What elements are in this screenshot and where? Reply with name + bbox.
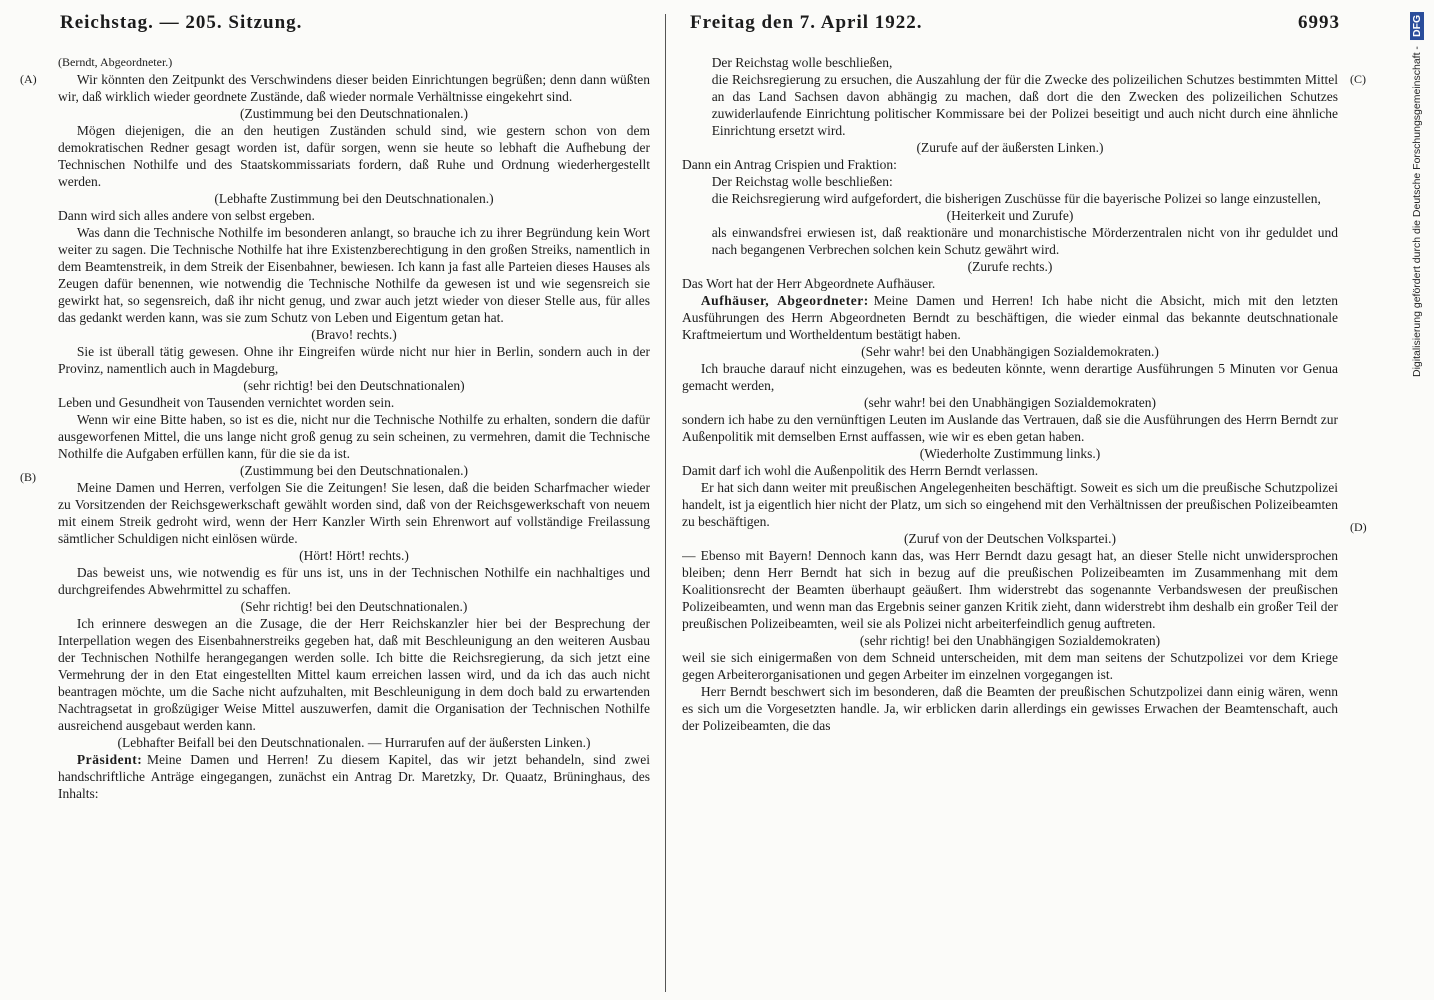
speech-paragraph [58, 615, 650, 734]
speech-paragraph [682, 649, 1338, 683]
margin-marker-b: (B) [20, 470, 36, 484]
paragraph-text: Sie ist überall tätig gewesen. Ohne ihr Eingreifen würde nicht nur hier in Berlin, sondern auch in der Provinz, namentlich auch in Magdeburg, [58, 344, 650, 376]
paragraph-text: (Berndt, Abgeordneter.) [58, 55, 173, 69]
paragraph-text: (Sehr wahr! bei den Unabhängigen Sozialdemokraten.) [861, 344, 1159, 359]
interjection [682, 207, 1338, 224]
paragraph-text: die Reichsregierung zu ersuchen, die Auszahlung der für die Zwecke des polizeilichen Schutzes bestimmten Mittel an das Land Sachsen davon abhängig zu machen, daß dort die den Zwecken des polizeilichen Schutzes zuwiderlaufende Einrichtung politischer Kommissare bei der Polizei beseitigt und auch nicht durch eine ähnliche Einrichtung ersetzt wird. [711, 72, 1338, 138]
interjection [682, 530, 1338, 547]
paragraph-text: Ich brauche darauf nicht einzugehen, was es bedeuten könnte, wenn derartige Ausführungen 5 Minuten vor Genua gemacht werden, [682, 361, 1338, 393]
paragraph-text: (Zurufe rechts.) [967, 259, 1053, 274]
paragraph-text: Der Reichstag wolle beschließen, [711, 55, 893, 70]
paragraph-text: (Lebhafte Zustimmung bei den Deutschnationalen.) [214, 191, 494, 206]
paragraph-text: Damit darf ich wohl die Außenpolitik des Herrn Berndt verlassen. [682, 463, 1039, 478]
paragraph-text: Wir könnten den Zeitpunkt des Verschwindens dieser beiden Einrichtungen begrüßen; denn dann wüßten wir, daß wirklich wieder geordnete Zustände, daß wieder normale Verhältnisse eingekehrt sind. [58, 72, 650, 104]
speech-paragraph [58, 411, 650, 462]
paragraph-text: (Heiterkeit und Zurufe) [946, 208, 1074, 223]
speech-paragraph [58, 224, 650, 326]
motion-text [682, 224, 1338, 258]
paragraph-text: (Zustimmung bei den Deutschnationalen.) [240, 463, 468, 478]
interjection [58, 547, 650, 564]
paragraph-text: weil sie sich einigermaßen von dem Schneid unterscheiden, mit dem man seitens der Schutzpolizei vor dem Kriege gegen Arbeiterorganisationen und gegen Arbeiter im einzelnen vorgegangen ist. [682, 650, 1338, 682]
paragraph-text: Das Wort hat der Herr Abgeordnete Aufhäuser. [682, 276, 936, 291]
speaker-name: Präsident: [76, 752, 143, 767]
page-header [40, 12, 1340, 44]
paragraph-text: Ich erinnere deswegen an die Zusage, die der Herr Reichskanzler hier bei der Besprechung der Interpellation wegen des Eisenbahnerstreiks gegeben hat, daß mit Beschleunigung an den weiteren Ausbau der Technischen Nothilfe herangegangen werden solle. Ich bitte die Reichsregierung, da sich jetzt eine Vermehrung der in den Etat eingestellten Mittel kaum erreichen lassen wird, und da ich das auch nicht beantragen möchte, um die Sache nicht aufzuhalten, mit Beschleunigung in dem doch bald zu erwartenden Nachtragsetat in großzügiger Weise Mittel auszuwerfen, damit die Organisation der Technischen Nothilfe ausreichend ausgebaut werden kann. [58, 616, 650, 733]
motion-text [682, 71, 1338, 139]
right-column [682, 54, 1338, 992]
paragraph-text: Er hat sich dann weiter mit preußischen Angelegenheiten beschäftigt. Soweit es sich um die preußische Schutzpolizei handelt, ist ja eigentlich hier nicht der Platz, um sich so eingehend mit den Verhältnissen der preußischen Polizeibeamten zu beschäftigen. [682, 480, 1338, 529]
speech-paragraph [58, 122, 650, 190]
paragraph-text: (Sehr richtig! bei den Deutschnationalen.) [240, 599, 468, 614]
interjection [58, 326, 650, 343]
paragraph-text: (sehr wahr! bei den Unabhängigen Sozialdemokraten) [863, 395, 1157, 410]
paragraph-text: (Bravo! rechts.) [311, 327, 397, 342]
interjection [682, 445, 1338, 462]
motion-text [682, 190, 1338, 207]
speech-paragraph [58, 71, 650, 105]
interjection [682, 632, 1338, 649]
paragraph-text: Meine Damen und Herren, verfolgen Sie die Zeitungen! Sie lesen, daß die beiden Scharfmacher wieder zu Vorsitzenden der Reichsgewerkschaft gewählt worden sind, daß von der Reichsgewerkschaft von neuem mit einem Streik gedroht wird, wenn der Herr Kanzler Wirth sein Ehrenwort auf vollständige Freilassung sämtlicher Schuldigen nicht einlösen würde. [58, 480, 650, 546]
paragraph-text: (Zuruf von der Deutschen Volkspartei.) [903, 531, 1117, 546]
paragraph-text: Wenn wir eine Bitte haben, so ist es die, nicht nur die Technische Nothilfe zu erhalten, sondern die dafür ausgeworfenen Mittel, die uns lange nicht groß genug zu sein scheinen, zu vermehren, damit die Technische Nothilfe die Aufgaben erfüllen kann, für die sie da ist. [58, 412, 650, 461]
paragraph-text: Was dann die Technische Nothilfe im besonderen anlangt, so brauche ich zu ihrer Begründung kein Wort weiter zu sagen. Die Technische Nothilfe hat ihre Existenzberechtigung in den großen Streiks, namentlich in dem Beamtenstreik, in dem Streik der Eisenbahner, bewiesen. Ich kann ja fast alle Parteien dieses Hauses als Zeugen dafür benennen, wie notwendig die Technische Nothilfe da gewesen ist und wie segensreich sie gewirkt hat, so segensreich, daß ihr nicht genug, und zwar auch jetzt wieder von dieser Stelle aus, für alles das gedankt werden kann, was sie zum Schutz von Leben und Eigentum getan hat. [58, 225, 650, 325]
speech-paragraph [682, 479, 1338, 530]
speech-paragraph [58, 479, 650, 547]
watermark-text: Digitalisierung gefördert durch die Deutsche Forschungsgemeinschaft - [1411, 43, 1423, 378]
interjection [682, 139, 1338, 156]
session-date: Freitag den 7. April 1922. [690, 12, 923, 33]
interjection [682, 394, 1338, 411]
speech-paragraph [682, 156, 1338, 173]
interjection [58, 190, 650, 207]
speech-paragraph [58, 564, 650, 598]
paragraph-text: Meine Damen und Herren! Ich habe nicht die Absicht, mich mit den letzten Ausführungen des Herrn Abgeordneten Berndt zu beschäftigen, die wieder einmal das bekannte deutschnationale Kraftmeiertum und Wortheldentum bestätigt haben. [682, 293, 1338, 342]
speech-paragraph [682, 275, 1338, 292]
speech-paragraph [58, 343, 650, 377]
paragraph-text: die Reichsregierung wird aufgefordert, die bisherigen Zuschüsse für die bayerische Polizei so lange einzustellen, [711, 191, 1321, 206]
dfg-logo: DFG [1410, 12, 1424, 40]
paragraph-text: Dann wird sich alles andere von selbst ergeben. [58, 208, 315, 223]
paragraph-text: — Ebenso mit Bayern! Dennoch kann das, was Herr Berndt dazu gesagt hat, an dieser Stelle nicht unwidersprochen bleiben; denn Herr Berndt hat sich in bezug auf die preußischen Polizeibeamten im Zusammenhang mit dem Koalitionsrecht der Beamten überhaupt geäußert. Ihm widerstrebt das sogenannte Verbandswesen der preußischen Polizeibeamten, und wenn man das Ergebnis seiner ganzen Kritik zieht, dann widerstrebt ihm deshalb ein großer Teil der preußischen Polizeibeamten, weil sie als Polizei nicht arbeiterfeindlich genug auftreten. [682, 548, 1338, 631]
margin-marker-c: (C) [1350, 72, 1366, 86]
speech-paragraph [682, 292, 1338, 343]
speech-paragraph [58, 207, 650, 224]
paragraph-text: sondern ich habe zu den vernünftigen Leuten im Auslande das Vertrauen, daß sie die Ausführungen des Herrn Berndt zur Außenpolitik mit demselben Ernst auffassen, wie wir es eben getan haben. [682, 412, 1338, 444]
paragraph-text: (Hört! Hört! rechts.) [299, 548, 409, 563]
paragraph-text: (sehr richtig! bei den Deutschnationalen) [243, 378, 465, 393]
speech-paragraph [682, 547, 1338, 632]
paragraph-text: (Zurufe auf der äußersten Linken.) [916, 140, 1104, 155]
interjection [58, 734, 650, 751]
page-number: 6993 [1298, 12, 1340, 33]
paragraph-text: Mögen diejenigen, die an den heutigen Zuständen schuld sind, wie gestern schon von dem demokratischen Redner gesagt worden ist, dafür sorgen, wenn sie heute so lebhaft die Aufhebung der Technischen Nothilfe und des Staatskommissariats fordern, daß Ruhe und Ordnung wiederhergestellt werden. [58, 123, 650, 189]
speech-paragraph [58, 751, 650, 802]
paragraph-text: Das beweist uns, wie notwendig es für uns ist, uns in der Technischen Nothilfe ein nachhaltiges und durchgreifendes Abwehrmittel zu schaffen. [58, 565, 650, 597]
paragraph-text: (Wiederholte Zustimmung links.) [919, 446, 1101, 461]
margin-marker-d: (D) [1350, 520, 1367, 534]
speech-paragraph [682, 683, 1338, 734]
paragraph-text: Herr Berndt beschwert sich im besonderen, daß die Beamten der preußischen Schutzpolizei dann einig wären, wenn es sich um die Vorgesetzten handle. Ja, wir erblicken darin allerdings ein gewisses Erwachen der Beamtenschaft, auch der Polizeibeamten, die das [682, 684, 1338, 733]
session-title: Reichstag. — 205. Sitzung. [60, 12, 303, 33]
interjection [58, 462, 650, 479]
paragraph-text: (sehr richtig! bei den Unabhängigen Sozialdemokraten) [859, 633, 1161, 648]
speech-paragraph [682, 411, 1338, 445]
motion-heading [682, 173, 1338, 190]
margin-marker-a: (A) [20, 72, 37, 86]
dfg-watermark [1410, 12, 1424, 377]
interjection [58, 598, 650, 615]
paragraph-text: als einwandsfrei erwiesen ist, daß reaktionäre und monarchistische Mörderzentralen nicht von ihr geduldet und nach begangenen Verbrechen solchen kein Schutz gewährt wird. [711, 225, 1338, 257]
interjection [682, 258, 1338, 275]
speech-paragraph [682, 462, 1338, 479]
motion-heading [682, 54, 1338, 71]
interjection [682, 343, 1338, 360]
speaker-name: Aufhäuser, Abgeordneter: [700, 293, 869, 308]
left-column [58, 54, 650, 992]
paragraph-text: Meine Damen und Herren! Zu diesem Kapitel, das wir jetzt behandeln, sind zwei handschriftliche Anträge eingegangen, zunächst ein Antrag Dr. Maretzky, Dr. Quaatz, Brüninghaus, des Inhalts: [58, 752, 650, 801]
paragraph-text: Der Reichstag wolle beschließen: [711, 174, 893, 189]
paragraph-text: Dann ein Antrag Crispien und Fraktion: [682, 157, 897, 172]
column-divider [665, 14, 666, 992]
paragraph-text: Leben und Gesundheit von Tausenden vernichtet worden sein. [58, 395, 395, 410]
speech-paragraph [682, 360, 1338, 394]
paragraph-text: (Lebhafter Beifall bei den Deutschnationalen. — Hurrarufen auf der äußersten Linken.) [117, 735, 591, 750]
speaker-tag [58, 54, 650, 71]
paragraph-text: (Zustimmung bei den Deutschnationalen.) [240, 106, 468, 121]
interjection [58, 377, 650, 394]
speech-paragraph [58, 394, 650, 411]
interjection [58, 105, 650, 122]
